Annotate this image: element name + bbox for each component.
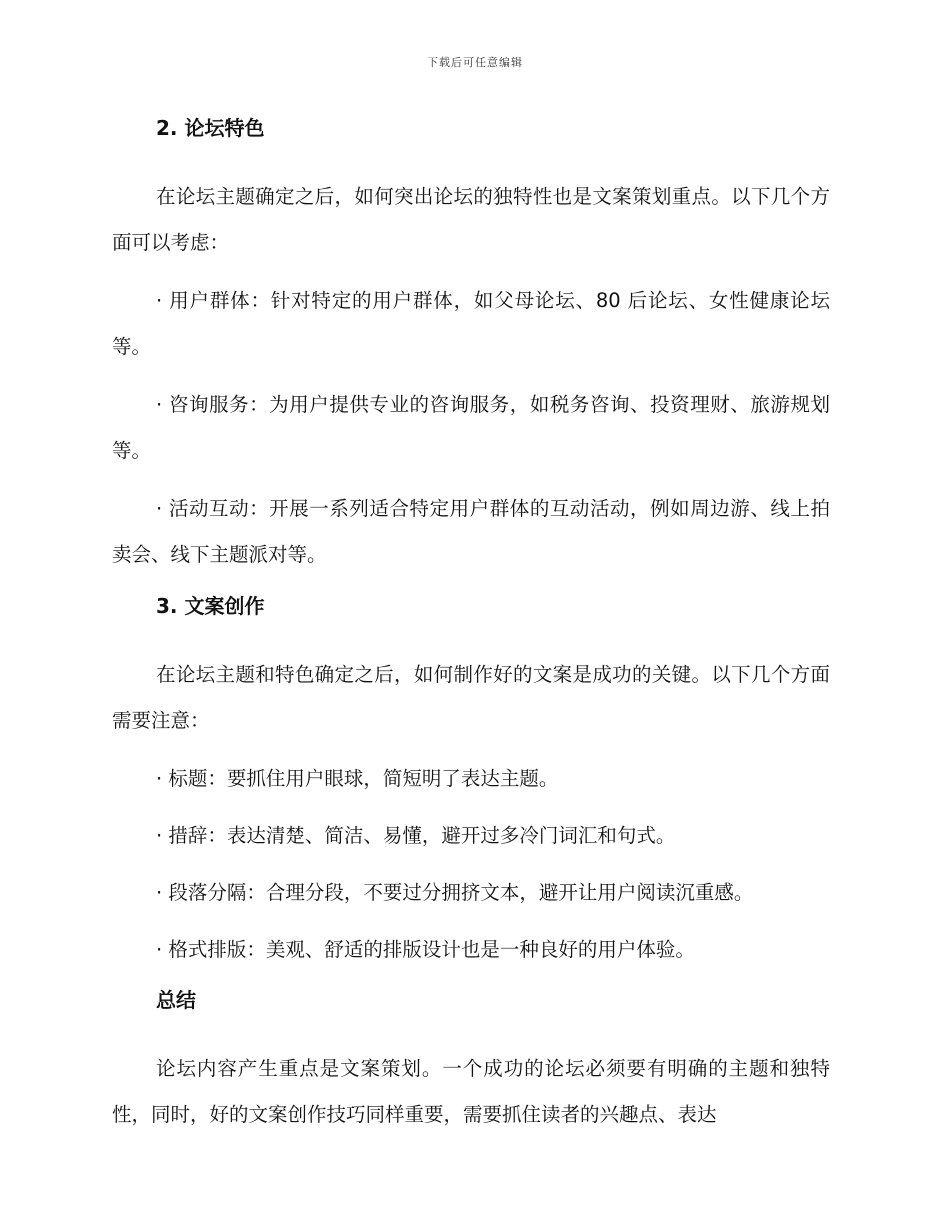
summary-paragraph: 论坛内容产生重点是文案策划。一个成功的论坛必须要有明确的主题和独特性，同时，好的文案创作技巧同样重要，需要抓住读者的兴趣点、表达 [112,1057,830,1126]
copywriting-bullet-title: · 标题：要抓住用户眼球，简短明了表达主题。 [156,767,559,790]
section-heading-features: 2. 论坛特色 [156,116,265,140]
features-bullet-consulting: · 咨询服务：为用户提供专业的咨询服务，如税务咨询、投资理财、旅游规划等。 [112,393,830,462]
section-heading-summary: 总结 [156,988,196,1012]
features-bullet-activities: · 活动互动：开展一系列适合特定用户群体的互动活动，例如周边游、线上拍卖会、线下主题派对等。 [112,497,830,566]
copywriting-intro-paragraph: 在论坛主题和特色确定之后，如何制作好的文案是成功的关键。以下几个方面需要注意： [112,663,830,732]
copywriting-bullet-layout: · 格式排版：美观、舒适的排版设计也是一种良好的用户体验。 [156,938,695,961]
section-heading-copywriting: 3. 文案创作 [156,594,265,618]
features-bullet-user-groups: · 用户群体：针对特定的用户群体，如父母论坛、80 后论坛、女性健康论坛等。 [112,289,830,358]
document-body [112,112,830,1150]
copywriting-bullet-wording: · 措辞：表达清楚、简洁、易懂，避开过多冷门词汇和句式。 [156,824,676,847]
copywriting-bullet-paragraphs: · 段落分隔：合理分段，不要过分拥挤文本，避开让用户阅读沉重感。 [156,881,754,904]
page-header-note: 下载后可任意编辑 [427,56,523,69]
features-intro-paragraph: 在论坛主题确定之后，如何突出论坛的独特性也是文案策划重点。以下几个方面可以考虑： [112,185,830,254]
